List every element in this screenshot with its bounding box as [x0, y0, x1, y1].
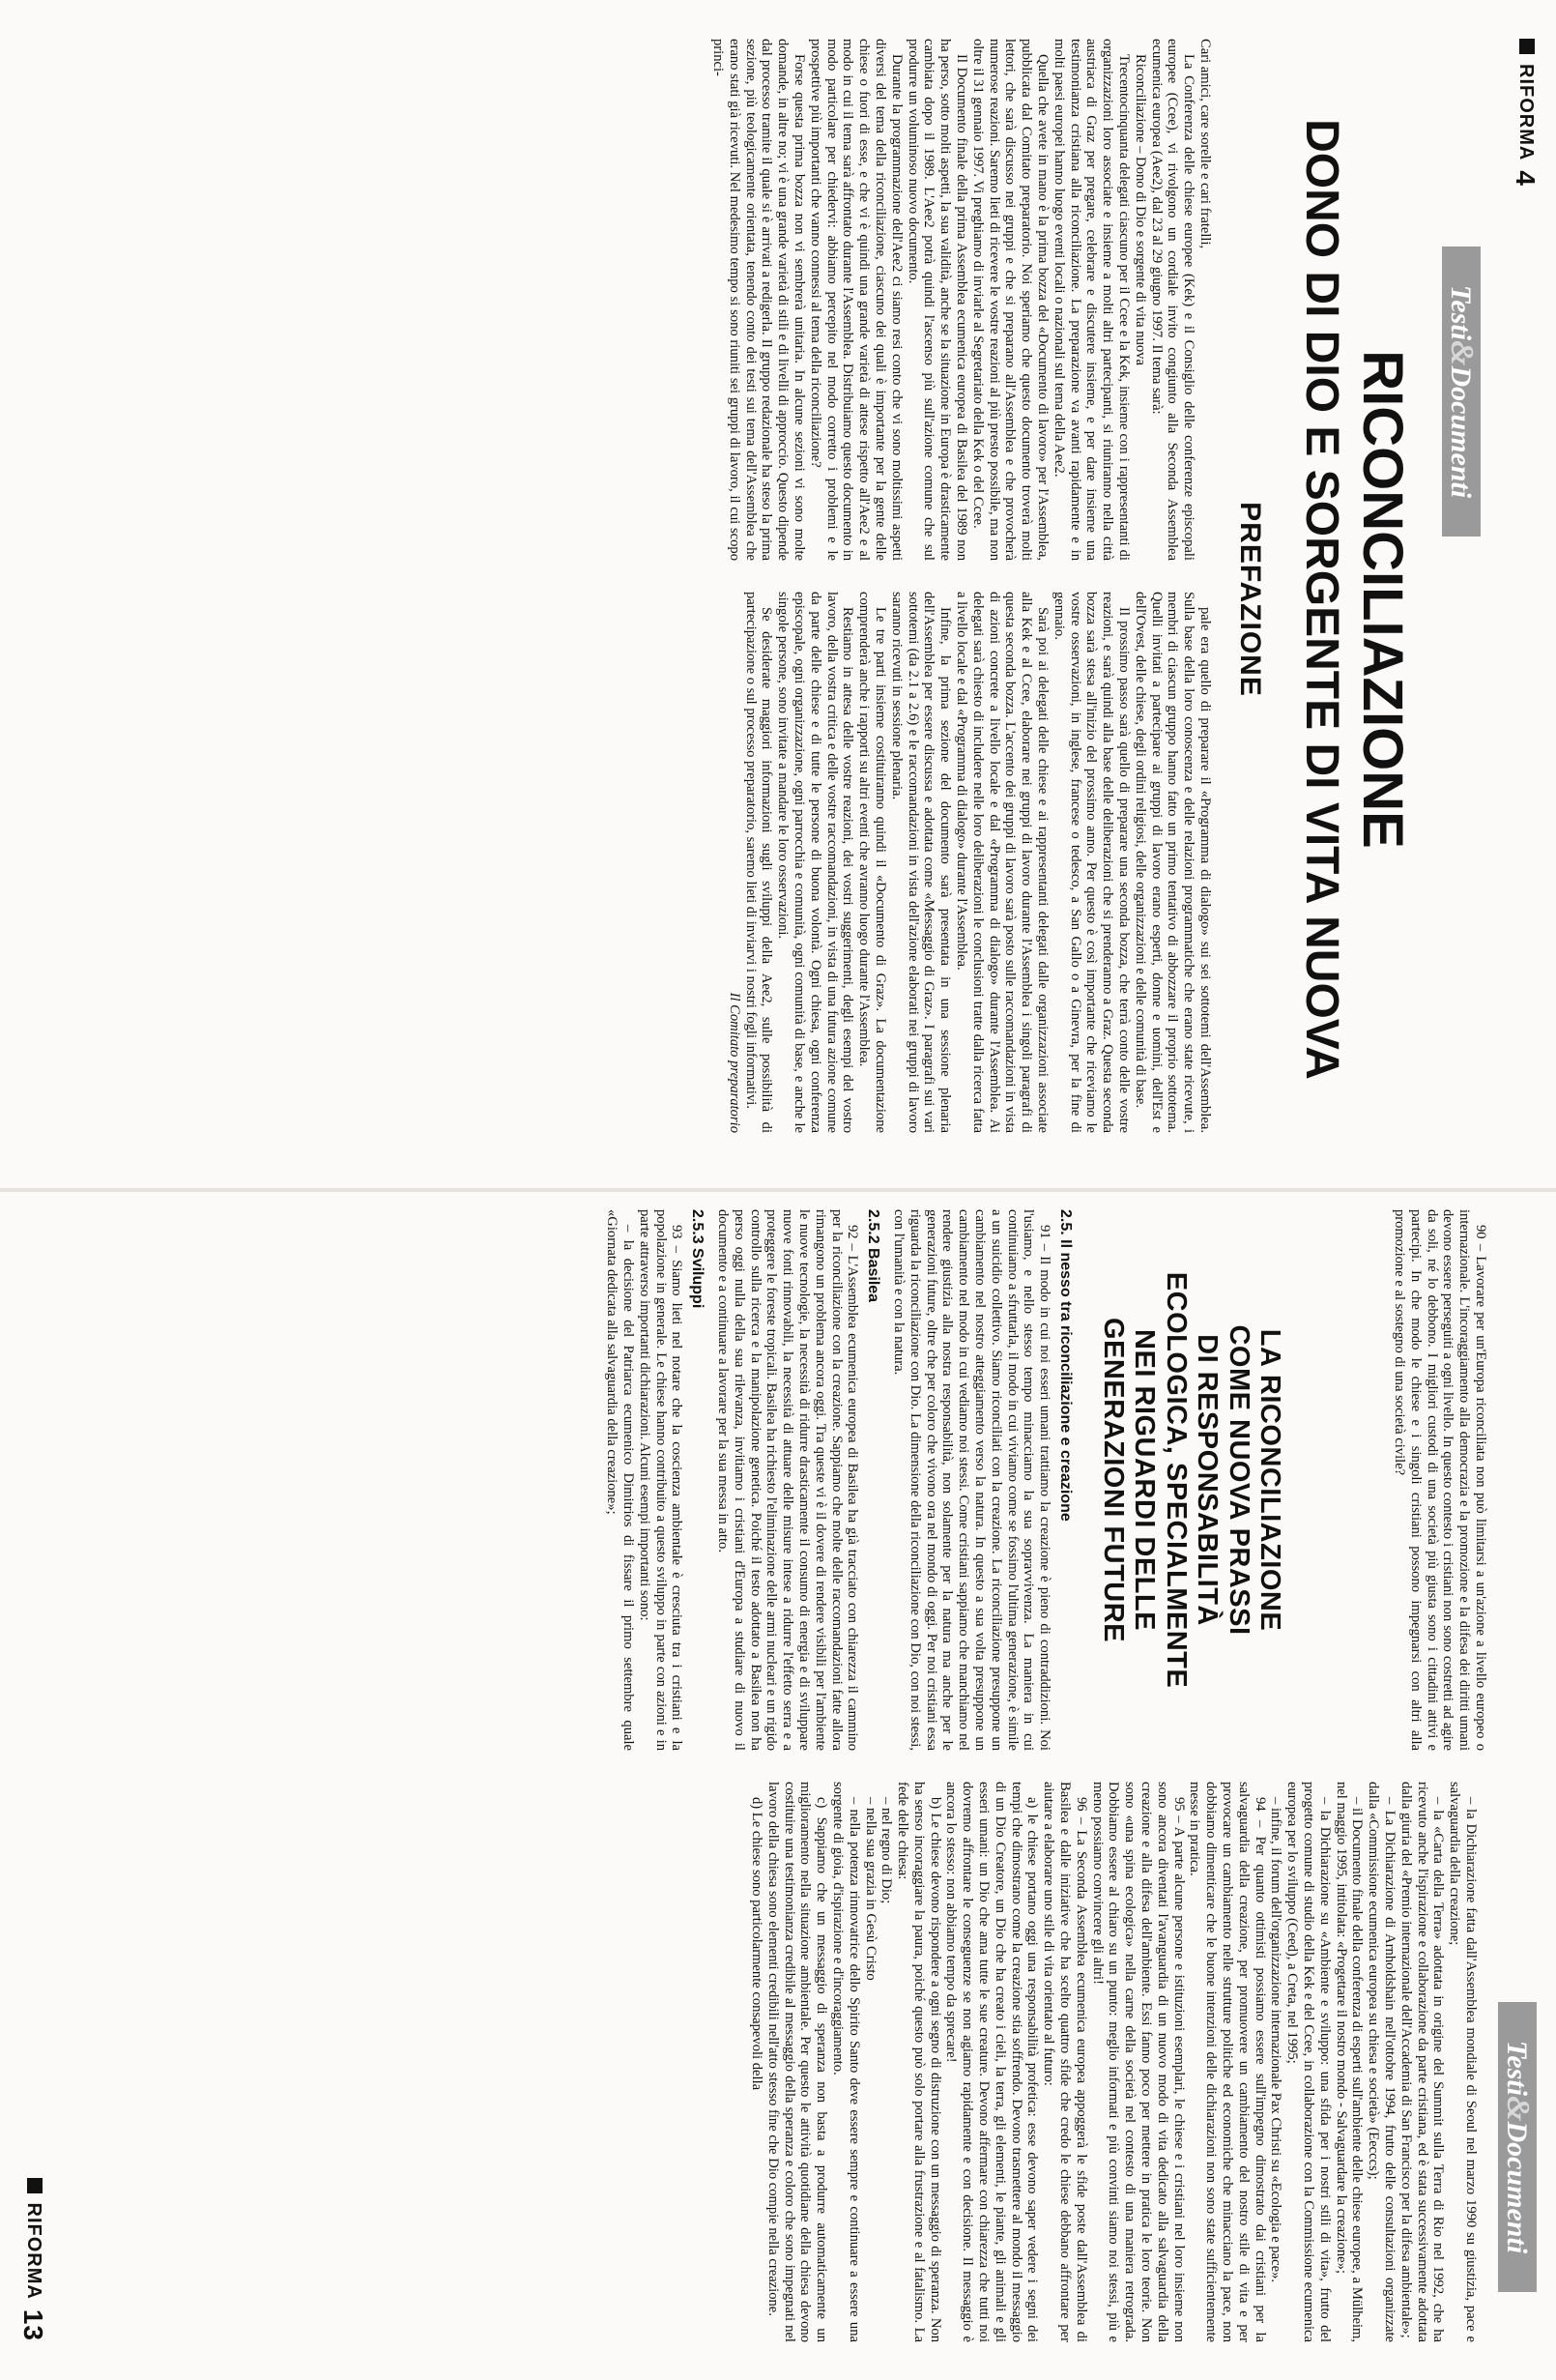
banner-ampersand: & — [1500, 2096, 1536, 2122]
boxed-title-line: COME NUOVA PRASSI — [1223, 1324, 1254, 1636]
paragraph: Trecentocinquanta delegati ciascuno per il Ccee e la Kek, insieme con i rappresentanti di organizzazioni loro associate e insieme a molti altri partecipanti, si riuniranno nella città austriaca di Graz per pregare, celebrare e discutere insieme, e per dare insieme una testimonianza cristiana alla riconciliazione. La preparazione va avanti rapidamente e in molti paesi europei hanno luogo eventi locali o nazionali sul tema della Aee2. — [1051, 39, 1133, 561]
paragraph: Il prossimo passo sarà quello di preparare una seconda bozza, che terrà conto delle vostre reazioni, e sarà quindi alla base delle deliberazioni che si prenderanno a Graz. Questa seconda bozza sarà stesa all'inizio del prossimo anno. Per questo è così importante che riceviamo le vostre osservazioni, in inglese, francese o tedesco, a San Gallo o a Ginevra, per la fine di gennaio. — [1051, 592, 1133, 1133]
page-number: 13 — [18, 2308, 48, 2341]
paragraph: – il Documento finale della conferenza di esperti sull'ambiente delle chiese europee, a Mülheim, nel maggio 1995, intitolata: «Progettare il nostro mondo - Salvaguardare la creazione»; — [1333, 1782, 1366, 2342]
section-subhead: PREFAZIONE — [1234, 502, 1266, 697]
square-marker-icon — [1519, 39, 1535, 54]
section-banner — [1442, 247, 1481, 537]
signature: Il Comitato preparatorio — [726, 992, 742, 1133]
right-column-2 — [58, 1782, 1479, 2342]
banner-ampersand: & — [1444, 340, 1480, 366]
article-title-line-2: DONO DI DIO E SORGENTE DI VITA NUOVA — [1296, 119, 1347, 1080]
subsection-heading: 2.5.3 Sviluppi — [689, 1209, 706, 1309]
paragraph: – infine, il forum dell'organizzazione internazionale Pax Christi su «Ecologia e pace». — [1268, 1797, 1284, 2283]
right-column-1-top — [1295, 1209, 1488, 1751]
left-column-1 — [24, 39, 1213, 561]
paragraph: – la decisione del Patriarca ecumenico Dimitrios di fissare il primo settembre quale «Giornata dedicata alla salvaguardia della creazione»; — [604, 1209, 637, 1751]
paragraph: b) Le chiese devono rispondere a ogni segno di distruzione con un messaggio di speranza. Non ha senso incoraggiare la paura, poiché questo può solo portare alla frustrazione e al fatalismo. La fede delle chiesa: — [895, 1782, 943, 2342]
paragraph: 92 – L'Assemblea ecumenica europea di Basilea ha già tracciato con chiarezza il cammino per la riconciliazione con la creazione. Sappiamo che molte delle raccomandazioni fatte allora rimangono un problema ancora oggi. Tra queste vi è il dovere di rendere visibili per l'ambiente le nuove tecnologie, la necessità di ridurre drasticamente il consumo di energia e di sviluppare nuove fonti rinnovabili, la necessità di attuare delle misure intese a ridurre l'effetto serra e a proteggere le foreste tropicali. Basilea ha richiesto l'eliminazione delle armi nucleari e un rigido controllo sulla ricerca e la manipolazione genetica. Poiché il testo adottato a Basilea non ha perso oggi nulla della sua rilevanza, invitiamo i cristiani d'Europa a studiare di nuovo il documento e a continuare a lavorare per la sua messa in atto. — [715, 1209, 861, 1751]
paragraph: Se desiderate maggiori informazioni sugli sviluppi della Aee2, sulle possibilità di partecipazione o sul processo preparatorio, saremo lieti di inviarvi i nostri fogli informativi. — [742, 592, 775, 1133]
paragraph: 96 – La Seconda Assemblea ecumenica europea appoggerà le sfide poste dall'Assemblea di Basilea e dalle iniziative che ha scelto quattro sfide che credo le chiese debbano affrontare per aiutare a elaborare uno stile di vita orientato al futuro: — [1041, 1782, 1089, 2342]
paragraph: c) Sappiamo che un messaggio di speranza non basta a produrre automaticamente un miglioramento nella situazione ambientale. Per questo le attività quotidiane della chiesa devono costituire una testimonianza credibile al messaggio della speranza e coloro che sono impegnati nel lavoro della chiesa sono elementi credibili nell'atto stesso fine che Dio compie nella creazione. — [764, 1782, 830, 2342]
paragraph: 95 – A parte alcune persone e istituzioni esemplari, le chiese e i cristiani nel loro insieme non sono ancora diventati l'avanguardia di un nuovo modo di vita dedicato alla salvaguardia della creazione e alla difesa dell'ambiente. Essi fanno poco per mettere in pratica le loro teorie. Non sono «una spina ecologica» nella carne della società nel contesto di una maniera retrograda. Dobbiamo essere al chiaro su un punto: meglio informati e più convinti siamo noi stessi, più e meno possiamo convincere gli altri! — [1089, 1782, 1187, 2342]
banner-word-2: Documenti — [1501, 2121, 1533, 2254]
paragraph: – La Dichiarazione di Arnholdshain nell'ottobre 1994, frutto delle consultazioni organizzate dalla «Commissione ecumenica europea su chiesa e società» (Eecccs); — [1366, 1782, 1398, 2342]
paragraph: Infine, la prima sezione del documento sarà presentata in una sessione plenaria dell'Assemblea per essere discussa e adottata come «Messaggio di Graz». I paragrafi sui vari sottotemi (da 2.1 a 2.6) e le raccomandazioni in vista dell'azione elaborati nei gruppi di lavoro saranno ricevuti in sessione plenaria. — [888, 592, 954, 1133]
boxed-title-line: LA RICONCILIAZIONE — [1254, 1328, 1285, 1632]
paragraph: Restiamo in attesa delle vostre reazioni, dei vostri suggerimenti, degli esempi del vostro lavoro, della vostra critica e delle vostre raccomandazioni, in vista di una futura azione comune da parte delle chiese e di tutte le persone di buona volontà. Ogni chiesa, ogni conferenza episcopale, ogni organizzazione, ogni parrocchia e comunità, ogni comunità di base, e anche le singole persone, sono invitate a mandare le loro osservazioni. — [775, 592, 856, 1133]
paragraph: Cari amici, care sorelle e cari fratelli, — [1197, 39, 1213, 249]
subsection-heading: 2.5. Il nesso tra riconciliazione e creazione — [1057, 1209, 1074, 1522]
subsection-heading: 2.5.2 Basilea — [865, 1209, 882, 1303]
paragraph: Il Documento finale della prima Assemblea ecumenica europea di Basilea del 1989 non ha perso, sotto molti aspetti, la sua validità, anche se la situazione in Europa è drasticamente cambiata dopo il 1989. L'Aee2 potrà quindi l'ascenso più sull'azione comune che sul produrre un voluminoso nuovo documento. — [905, 39, 970, 561]
paragraph: Riconciliazione – Dono di Dio e sorgente di vita nuova — [1132, 54, 1148, 365]
paragraph: – nella potenza rinnovatrice dello Spirito Santo deve essere sempre e continuare a essere una sorgente di gioia, d'ispirazione e d'incoraggiamento. — [829, 1782, 862, 2342]
publication-name: RIFORMA — [1515, 64, 1537, 161]
banner-word-1: Testi — [1445, 284, 1477, 341]
left-column-2 — [24, 592, 1213, 1133]
square-marker-icon — [27, 2178, 43, 2193]
paragraph: a) le chiese portano oggi una responsabilità profetica: esse devono saper vedere i segni dei tempi che dimostrano come la creazione stia soffrendo. Devono trasmettere al mondo il messaggio di un Dio Creatore, un Dio che ha creato i cieli, la terra, gli elementi, le piante, gli animali e gli esseri umani: un Dio che ama tutte le sue creature. Devono affermare con chiarezza che tutti noi dovremo affrontare le conseguenze se non agiamo rapidamente e con decisione. Il messaggio è ancora lo stesso: non abbiamo tempo da sprecare! — [943, 1782, 1041, 2342]
publication-name: RIFORMA — [23, 2202, 44, 2300]
paragraph: – la «Carta della Terra» adottata in origine del Summit sulla Terra di Rio nel 1992, che ha ricevuto anche l'ispirazione e collaborazione da parte cristiana, ed è stata successivamente adottata dalla giuria del «Premio internazionale dell'Accademia di San Francisco per la difesa ambientale»; — [1398, 1782, 1447, 2342]
boxed-section-title — [1097, 1209, 1285, 1751]
right-page — [0, 1190, 1556, 2380]
paragraph: d) Le chiese sono particolarmente consapevoli della — [748, 1797, 764, 2091]
right-column-1 — [58, 1209, 1082, 1751]
banner-word-2: Documenti — [1445, 365, 1477, 499]
paragraph: Forse questa prima bozza non vi sembrerà unitaria. In alcune sezioni vi sono molte domande, in altre no; vi è una grande varietà di stili e di livelli di approccio. Questo dipende dal processo tramite il quale si è arrivati a redigerla. Il gruppo redazionale ha steso la prima sezione, più teologicamente orientata, tenendo conto dei testi sui tema dell'Assemblea che erano stati già ricevuti. Nel medesimo tempo si sono riuniti sei gruppi di lavoro, il cui scopo princi- — [710, 39, 808, 561]
boxed-title-line: GENERAZIONI FUTURE — [1097, 1317, 1129, 1643]
boxed-title-line: ECOLOGICA, SPECIALMENTE — [1160, 1271, 1192, 1689]
page-number: 4 — [1511, 170, 1541, 187]
paragraph: La Conferenza delle chiese europee (Kek) e il Consiglio delle conferenze episcopali europee (Ccee), vi rivolgono un cordiale invito congiunto alla Seconda Assemblea ecumenica europea (Aee2), dal 23 al 29 giugno 1997. Il tema sarà: — [1148, 39, 1197, 561]
paragraph: 91 – Il modo in cui noi esseri umani trattiamo la creazione è pieno di contraddizioni. Noi l'usiamo, e nello stesso tempo minacciamo la sua sopravvivenza. La maniera in cui continuiamo a sfruttarla, il modo in cui viviamo come se fossimo l'ultima generazione, è simile a un suicidio collettivo. Siamo riconciliati con la creazione. La riconciliazione presuppone un cambiamento nel nostro atteggiamento verso la natura. In questo a sua volta presuppone un cambiamento nel modo in cui vediamo noi stessi. Come cristiani sappiamo che manchiamo nel rendere giustizia alla nostra responsabilità, non solamente per la natura ma anche per le generazioni future, oltre che per coloro che vivono ora nel mondo di oggi. Per noi cristiani essa riguarda la riconciliazione con Dio. La dimensione della riconciliazione con Dio, con noi stessi, con l'umanità e con la natura. — [891, 1209, 1053, 1751]
paragraph: Quella che avete in mano è la prima bozza del «Documento di lavoro» per l'Assemblea, pubblicata dal Comitato preparatorio. Noi speriamo che questo documento troverà molti lettori, che sarà discusso nei gruppi e che si preparano all'Assemblea e che provocherà numerose reazioni. Saremo lieti di ricevere le vostre reazioni al più presto possibile, ma non oltre il 31 gennaio 1997. Vi preghiamo di inviarle al Segretariato della Kek o del Ccee. — [969, 39, 1052, 561]
running-head-right — [18, 2178, 48, 2341]
paragraph: – la Dichiarazione su «Ambiente e sviluppo: una sfida per i nostri stili di vita», frutto del progetto comune di studio della Kek e del Ccee, in collaborazione con la Commissione ecumenica europea per lo sviluppo (Ceed), a Creta, nel 1995; — [1284, 1782, 1333, 2342]
paragraph: – la Dichiarazione fatta dall'Assemblea mondiale di Seoul nel marzo 1990 su giustizia, pace e salvaguardia della creazione; — [1447, 1782, 1479, 2342]
paragraph: – nella sua grazia in Gesù Cristo — [862, 1797, 879, 1981]
paragraph: 90 – Lavorare per un'Europa riconciliata non può limitarsi a un'azione a livello europeo o internazionale. L'incoraggiamento alla democrazia e la promozione e la difesa dei diritti umani devono essere perseguiti a ogni livello. In questo contesto i cristiani non sono costretti ad agire da soli, né lo debbono. I migliori custodi di una società più giusta sono i cittadini attivi e partecipi. In che modo le chiese e i singoli cristiani possono impegnarsi con altri alla promozione e al sostegno di una società civile? — [1392, 1209, 1488, 1751]
paragraph: – nel regno di Dio; — [879, 1797, 895, 1904]
banner-word-1: Testi — [1501, 2040, 1533, 2097]
running-head-left — [1513, 39, 1541, 187]
boxed-title-line: NEI RIGUARDI DELLE — [1129, 1329, 1161, 1631]
paragraph: Sarà poi ai delegati delle chiese e ai rappresentanti delegati dalle organizzazioni associate alla Kek e al Ccee, elaborare nei gruppi di lavoro durante l'Assemblea i singoli paragrafi di questa seconda bozza. L'accento dei gruppi di lavoro sarà posto sulle raccomandazioni in vista di azioni concrete a livello locale e dal «Programma di dialogo» durante l'Assemblea. Ai delegati sarà chiesto di includere nelle loro deliberazioni le conclusioni tratte dalla ricerca fatta a livello locale e dal «Programma di dialogo» durante l'Assemblea. — [954, 592, 1052, 1133]
paragraph: pale era quello di preparare il «Programma di dialogo» sui sei sottotemi dell'Assemblea. Sulla base della loro conoscenza e delle relazioni programmatiche che erano state ricevute, i membri di ciascun gruppo hanno fatto un primo tentativo di abbozzare il proprio sottotema. Quelli invitati a partecipare ai gruppi di lavoro erano esperti, donne e uomini, dell'Est e dell'Ovest, delle chiese, degli ordini religiosi, delle organizzazioni e delle comunità di base. — [1132, 592, 1213, 1133]
paragraph: 93 – Siamo lieti nel notare che la coscienza ambientale è cresciuta tra i cristiani e la popolazione in generale. Le chiese hanno contribuito a questo sviluppo in parte con azioni e in parte attraverso importanti dichiarazioni. Alcuni esempi importanti sono: — [636, 1209, 685, 1751]
boxed-title-line: DI RESPONSABILITÀ — [1192, 1334, 1224, 1626]
paragraph: Durante la programmazione dell'Aee2 ci siamo resi conto che vi sono moltissimi aspetti diversi del tema della riconciliazione, ciascuno dei quali è importante per la gente delle chiese o fuori di esse, e che vi è quindi una grande varietà di attese rispetto all'Aee2 e al modo in cui il tema sarà affrontato durante l'Assemblea. Distribuiamo questo documento in modo particolare per chiedervi: abbiamo percepito nel modo corretto i problemi e le prospettive più importanti che vanno connessi al tema della riconciliazione? — [807, 39, 905, 561]
section-banner-right — [1498, 2002, 1537, 2292]
article-title-line-1: RICONCILIAZIONE — [1351, 350, 1414, 849]
paragraph: Le tre parti insieme costituiranno quindi il «Documento di Graz». La documentazione comprenderà anche i rapporti su altri eventi che avranno luogo durante l'Assemblea. — [856, 592, 889, 1133]
paragraph: 94 – Per quanto ottimisti possiamo essere sull'impegno dimostrato dai cristiani per la salvaguardia della creazione, per promuovere un cambiamento del nostro stile di vita e per provocare un cambiamento nelle strutture politiche ed economiche che minacciano la pace, non dobbiamo dimenticare che le buone intenzioni delle dichiarazioni non sono state sufficientemente messe in pratica. — [1187, 1782, 1268, 2342]
